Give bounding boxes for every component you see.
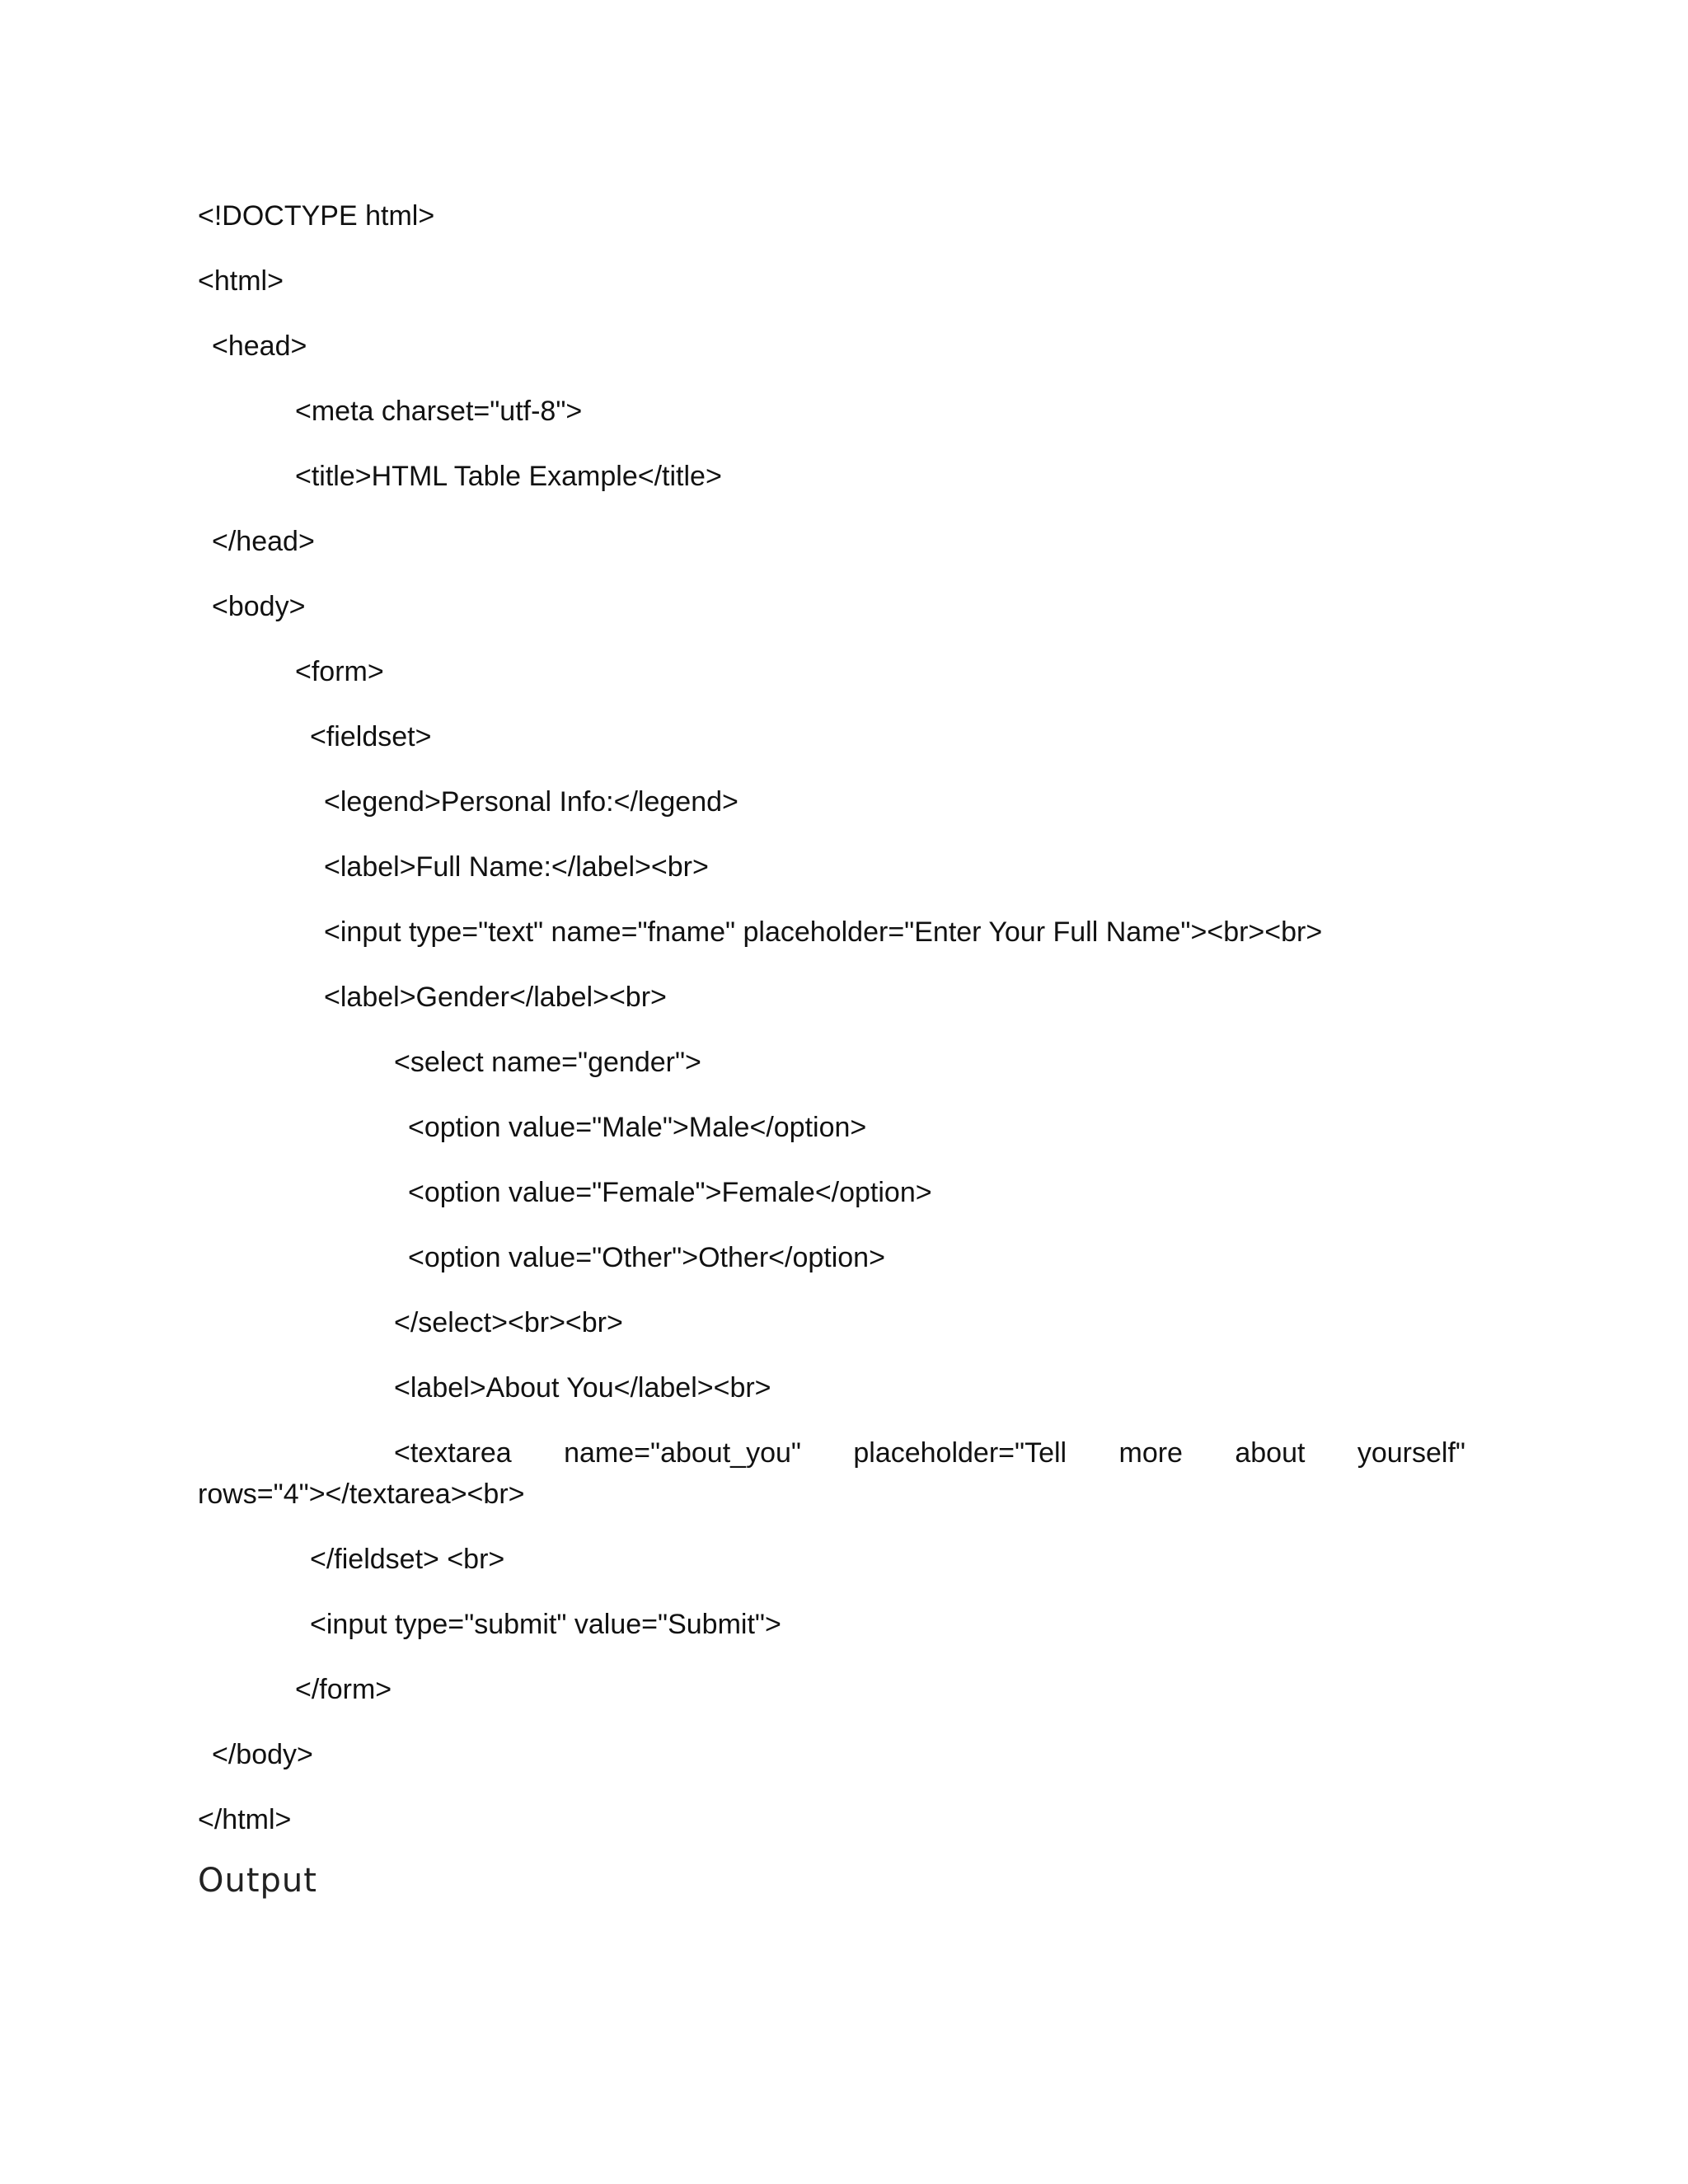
code-line-label-fullname: <label>Full Name:</label><br> [324, 851, 709, 883]
textarea-word: yourself" [1357, 1437, 1465, 1469]
code-line-textarea [394, 1436, 1465, 1469]
code-line-label-gender: <label>Gender</label><br> [324, 982, 667, 1013]
code-line-legend: <legend>Personal Info:</legend> [324, 786, 738, 818]
code-line-select-close: </select><br><br> [394, 1307, 623, 1338]
code-line-meta: <meta charset="utf-8"> [295, 396, 583, 427]
textarea-word: placeholder="Tell [853, 1437, 1067, 1469]
code-line-fieldset-open: <fieldset> [310, 721, 432, 752]
textarea-word: <textarea [394, 1437, 512, 1469]
code-line-option-female: <option value="Female">Female</option> [408, 1177, 932, 1208]
code-line-title: <title>HTML Table Example</title> [295, 461, 722, 492]
code-line-doctype: <!DOCTYPE html> [198, 200, 435, 232]
code-line-form-close: </form> [295, 1674, 392, 1705]
output-heading: Output [198, 1862, 317, 1900]
code-line-body-close: </body> [212, 1739, 313, 1770]
textarea-word: more [1118, 1437, 1183, 1469]
textarea-word: about [1235, 1437, 1306, 1469]
code-line-option-male: <option value="Male">Male</option> [408, 1112, 867, 1143]
code-line-fieldset-close: </fieldset> <br> [310, 1544, 505, 1575]
code-line-input-fname: <input type="text" name="fname" placeholder="Enter Your Full Name"><br><br> [324, 916, 1323, 948]
code-line-body-open: <body> [212, 591, 306, 622]
code-line-select-open: <select name="gender"> [394, 1047, 701, 1078]
textarea-word: name="about_you" [564, 1437, 801, 1469]
code-line-input-submit: <input type="submit" value="Submit"> [310, 1609, 781, 1640]
code-line-html-close: </html> [198, 1804, 292, 1835]
code-line-head-open: <head> [212, 330, 307, 362]
code-line-html-open: <html> [198, 265, 284, 297]
code-line-option-other: <option value="Other">Other</option> [408, 1242, 885, 1273]
code-line-form-open: <form> [295, 656, 384, 687]
code-line-head-close: </head> [212, 526, 315, 557]
code-line-label-about: <label>About You</label><br> [394, 1372, 771, 1404]
code-line-textarea-continuation: rows="4"></textarea><br> [198, 1479, 525, 1510]
